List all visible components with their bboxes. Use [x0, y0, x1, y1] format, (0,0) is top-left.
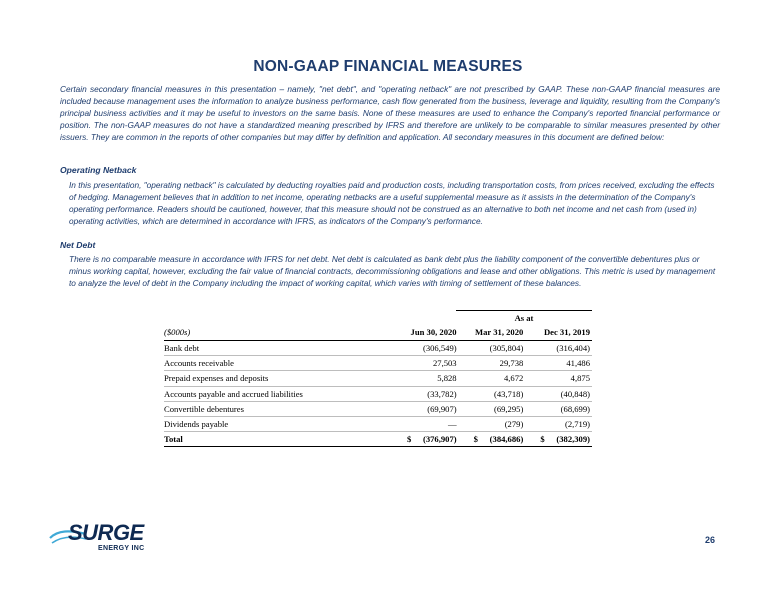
cell-value: 4,875: [570, 373, 591, 384]
section-heading-net-debt: Net Debt: [60, 240, 96, 250]
table-row: [164, 356, 592, 371]
cell-value: (316,404): [556, 343, 591, 353]
total-amount: (384,686): [489, 434, 524, 445]
table-row: [164, 371, 592, 386]
total-value: [459, 432, 526, 446]
cell-value: (69,907): [427, 403, 457, 414]
surge-energy-logo: [48, 516, 158, 562]
intro-paragraph: Certain secondary financial measures in this presentation – namely, "net debt", and "operating netback" are not prescribed by GAAP. These non-GAAP financial measures are included because management uses the information to analyze business performance, cash flow generated from the business, leverage and liquidity, resulting from the Company's principal business activities and it may be useful to investors on the same basis. None of these measures are used to enhance the Company's reported financial performance or position. The non-GAAP measures do not have a standardized meaning prescribed by IFRS and therefore are unlikely to be comparable to similar measures presented by other issuers. They are common in the reports of other companies but may differ by definition and application. All secondary measures in this document are defined below:: [60, 84, 720, 143]
row-label: Dividends payable: [164, 418, 229, 429]
column-header: Dec 31, 2019: [543, 327, 591, 337]
cell-value: (68,699): [560, 403, 591, 414]
cell-value: (69,295): [493, 403, 524, 414]
cell-value: (43,718): [493, 388, 524, 399]
table-row: [164, 387, 592, 402]
net-debt-table: [164, 310, 592, 447]
row-label: Accounts receivable: [164, 358, 234, 369]
page-number: 26: [705, 535, 716, 545]
cell-value: 27,503: [432, 358, 457, 369]
row-label: Accounts payable and accrued liabilities: [164, 388, 303, 399]
cell-value: (40,848): [560, 388, 591, 399]
unit-label: ($000s): [164, 327, 191, 337]
cell-value: (33,782): [427, 388, 457, 399]
table-row: [164, 341, 592, 356]
table-row: [164, 402, 592, 417]
cell-value: (306,549): [422, 343, 457, 353]
currency-symbol: $: [406, 434, 412, 445]
table-total-row: [164, 432, 592, 447]
cell-value: 29,738: [499, 358, 524, 369]
cell-value: (2,719): [564, 418, 591, 429]
total-amount: (382,309): [556, 434, 591, 445]
row-label: Convertible debentures: [164, 403, 244, 414]
section-heading-operating-netback: Operating Netback: [60, 165, 137, 175]
section-body-operating-netback: In this presentation, "operating netback" is calculated by deducting royalties paid and production costs, including transportation costs, from prices received, excluding the effects of hedging. Management believes that in addition to net income, operating netbacks are a useful supplemental measure as it assists in the determination of the Company's operating performance. Readers should be cautioned, however, that this measure should not be construed as an alternative to both net income and net cash from (used in) operating activities, which are determined in accordance with IFRS, as indicators of the Company's performance.: [69, 180, 715, 227]
total-value: [525, 432, 592, 446]
table-header-row: [164, 325, 592, 341]
column-header: Jun 30, 2020: [410, 327, 457, 337]
logo-subtitle: ENERGY INC: [98, 545, 145, 552]
logo-wordmark: SURGE: [68, 520, 144, 545]
section-body-net-debt: There is no comparable measure in accordance with IFRS for net debt. Net debt is calculated as bank debt plus the liability component of the convertible debentures plus or minus working capital, however, excluding the fair value of financial contracts, decommissioning obligations and lease and other obligations. This metric is used by management to analyze the level of debt in the Company including the impact of working capital, which varies with timing of settlement of these balances.: [69, 254, 716, 289]
cell-value: (305,804): [489, 343, 524, 353]
currency-symbol: $: [540, 434, 545, 445]
row-label: Prepaid expenses and deposits: [164, 373, 269, 384]
column-header: Mar 31, 2020: [475, 327, 524, 337]
total-amount: (376,907): [422, 434, 457, 445]
cell-value: 4,672: [503, 373, 524, 384]
table-row: [164, 417, 592, 432]
row-label: Bank debt: [164, 343, 200, 353]
cell-value: (279): [504, 418, 524, 429]
cell-value: —: [448, 418, 457, 429]
cell-value: 41,486: [566, 358, 591, 369]
total-label: Total: [164, 434, 183, 445]
cell-value: 5,828: [437, 373, 457, 384]
page-title: NON-GAAP FINANCIAL MEASURES: [253, 58, 523, 75]
as-at-label: As at: [514, 313, 534, 323]
total-value: [376, 432, 458, 446]
currency-symbol: $: [473, 434, 478, 445]
